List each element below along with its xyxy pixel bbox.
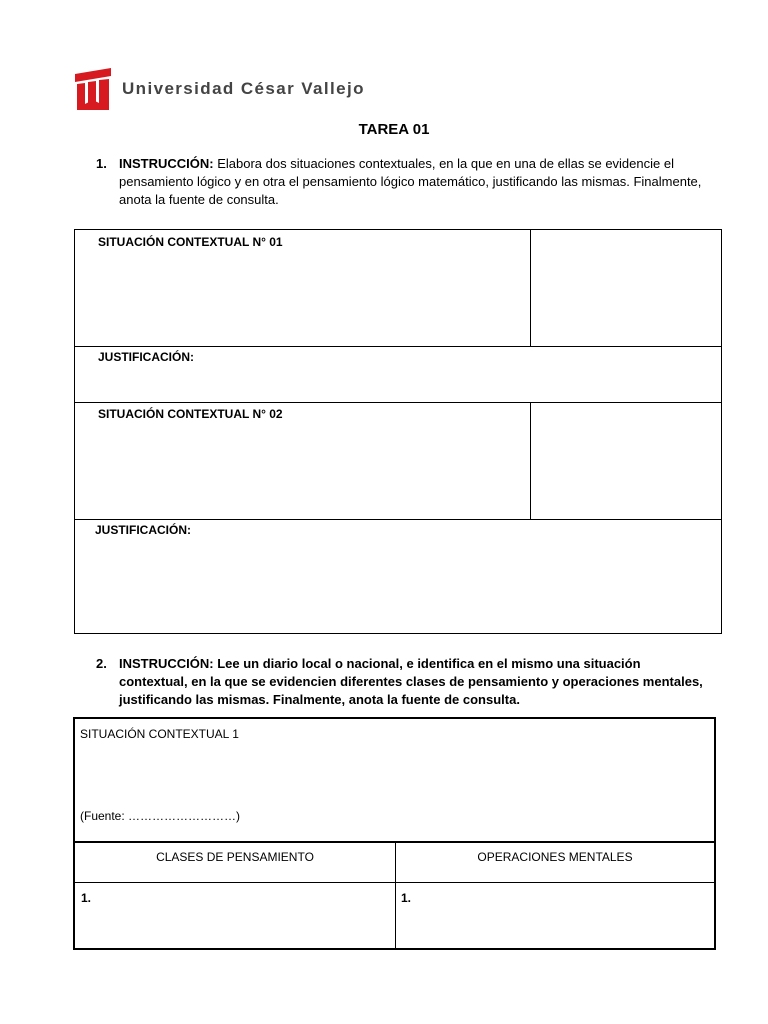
clases-operaciones-table <box>73 717 716 950</box>
instruction-1-number: 1. <box>96 156 107 171</box>
instruction-1-text: Elabora dos situaciones contextuales, en la que en una de ellas se evidencie el pensamiento lógico y en otra el pensamiento lógico matemático, justificando las mismas. Finalmente, anota la fuente de consulta. <box>119 156 702 207</box>
situacion-2-label: SITUACIÓN CONTEXTUAL N° 02 <box>98 407 283 421</box>
operaciones-mentales-item: 1. <box>401 891 412 905</box>
situacion-contextual-label: SITUACIÓN CONTEXTUAL 1 <box>80 727 239 741</box>
justificacion-2-label: JUSTIFICACIÓN: <box>95 523 191 537</box>
clases-pensamiento-header: CLASES DE PENSAMIENTO <box>156 850 314 864</box>
clases-pensamiento-item: 1. <box>81 891 92 905</box>
fuente-label: (Fuente: ………………………) <box>80 809 241 823</box>
situacion-1-label: SITUACIÓN CONTEXTUAL N° 01 <box>98 235 283 249</box>
instruction-2 <box>96 655 716 711</box>
university-logo-icon <box>73 68 113 110</box>
instruction-1 <box>96 155 716 211</box>
page-title: TAREA 01 <box>358 121 430 138</box>
instruction-2-number: 2. <box>96 656 107 671</box>
instruction-2-label: INSTRUCCIÓN: <box>119 656 214 671</box>
university-name: Universidad César Vallejo <box>122 79 365 98</box>
operaciones-mentales-header: OPERACIONES MENTALES <box>477 850 633 864</box>
situaciones-table <box>74 229 722 634</box>
instruction-1-label: INSTRUCCIÓN: <box>119 156 214 171</box>
justificacion-1-label: JUSTIFICACIÓN: <box>98 350 194 364</box>
instruction-2-text: Lee un diario local o nacional, e identifica en el mismo una situación contextual, en la que se evidencien diferentes clases de pensamiento y operaciones mentales, justificando las mismas. Finalmente, anota la fuente de consulta. <box>119 656 703 707</box>
